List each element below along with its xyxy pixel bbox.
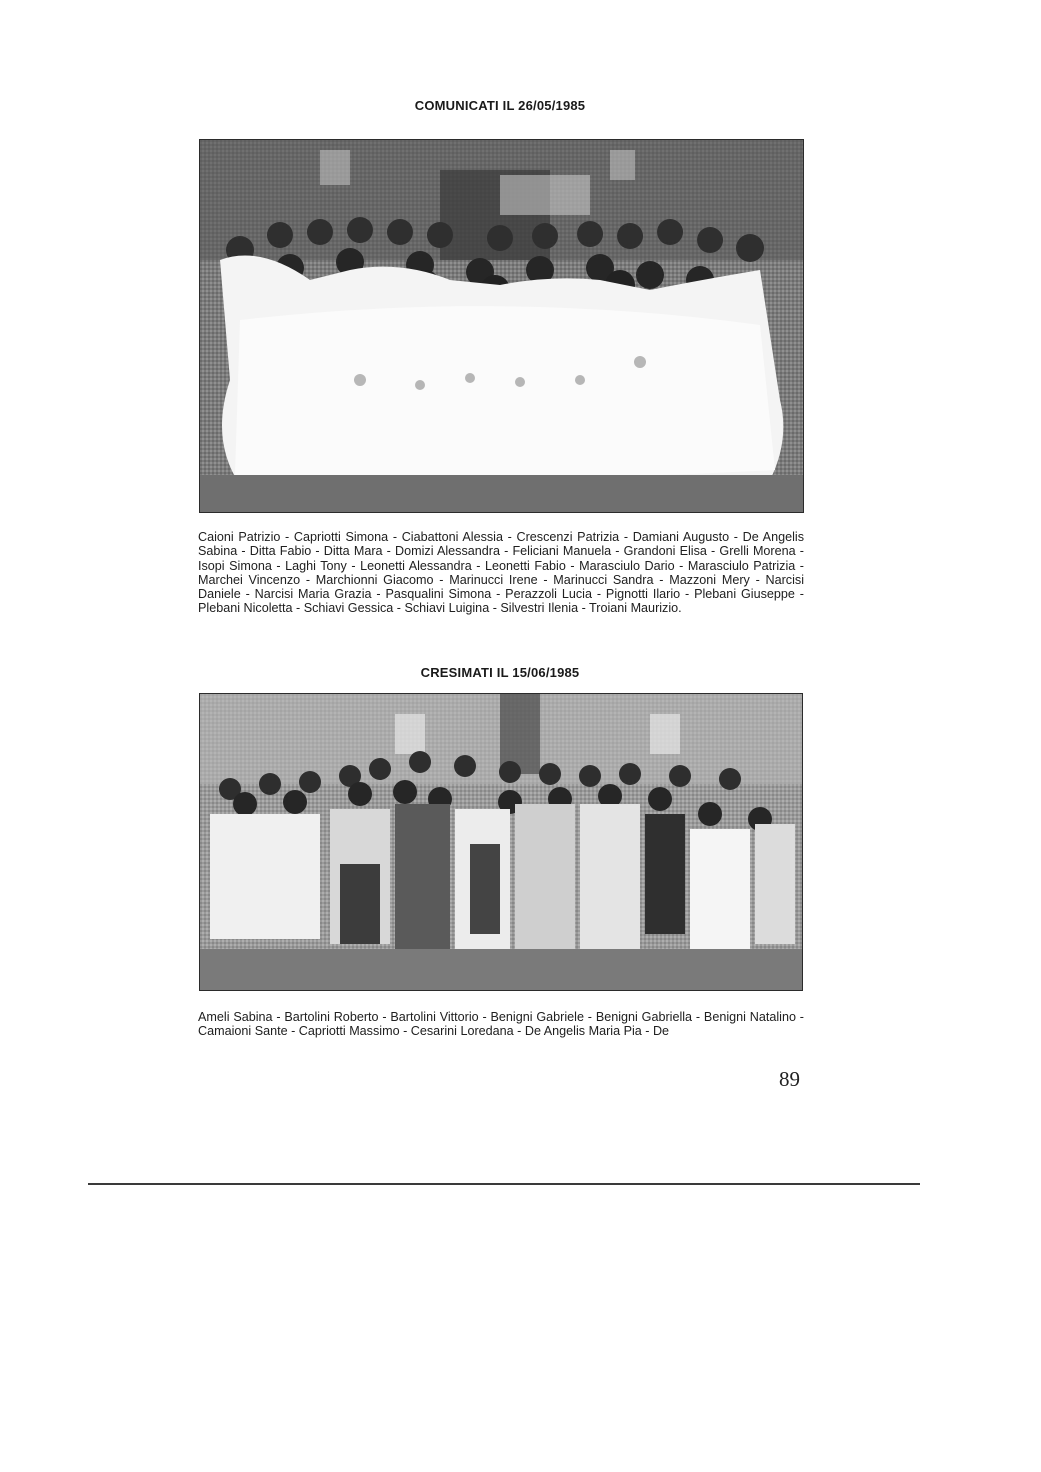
- bottom-divider-line: [88, 1183, 920, 1185]
- section-heading-communicants: COMUNICATI IL 26/05/1985: [414, 98, 586, 113]
- first-communion-photo-graphic: [200, 140, 803, 512]
- confirmation-photo-graphic: [200, 694, 802, 990]
- communicants-names-list: Caioni Patrizio - Capriotti Simona - Ciabattoni Alessia - Crescenzi Patrizia - Damiani Augusto - De Angelis Sabina - Ditta Fabio - Ditta Mara - Domizi Alessandra - Feliciani Manuela - Grandoni Elisa - Grelli Morena - Isopi Simona - Laghi Tony - Leonetti Alessandra - Leonetti Fabio - Marasciulo Dario - Marasciulo Patrizia - Marchei Vincenzo - Marchionni Giacomo - Marinucci Irene - Marinucci Sandra - Mazzoni Mery - Narcisi Daniele - Narcisi Maria Grazia - Pasqualini Simona - Perazzoli Lucia - Pignotti Ilario - Plebani Giuseppe - Plebani Nicoletta - Schiavi Gessica - Schiavi Luigina - Silvestri Ilenia - Troiani Maurizio.: [198, 530, 804, 616]
- confirmation-group-photo: [199, 693, 803, 991]
- section-heading-confirmed: CRESIMATI IL 15/06/1985: [420, 665, 580, 680]
- confirmed-names-list: Ameli Sabina - Bartolini Roberto - Bartolini Vittorio - Benigni Gabriele - Benigni Gabriella - Benigni Natalino - Camaioni Sante - Capriotti Massimo - Cesarini Loredana - De Angelis Maria Pia - De: [198, 1010, 804, 1039]
- page-number: 89: [779, 1067, 800, 1091]
- first-communion-group-photo: [199, 139, 804, 513]
